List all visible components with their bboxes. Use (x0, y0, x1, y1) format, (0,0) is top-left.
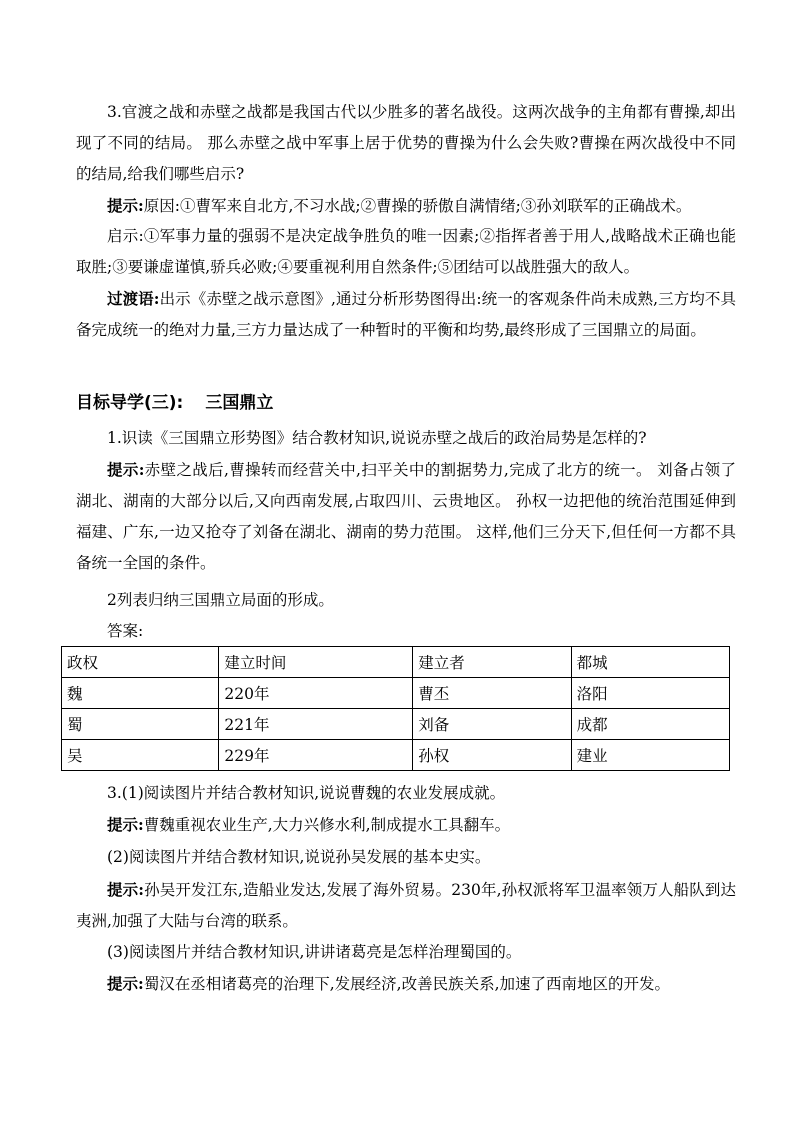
section-heading-label: 目标导学(三): (76, 393, 184, 413)
table-row (62, 740, 730, 771)
table-cell: 刘备 (413, 709, 571, 740)
table-cell: 吴 (62, 740, 219, 771)
question-paragraph: (2)阅读图片并结合教材知识,说说孙吴发展的基本史实。 (107, 848, 491, 866)
hint-text: 蜀汉在丞相诸葛亮的治理下,发展经济,改善民族关系,加速了西南地区的开发。 (143, 975, 671, 993)
table-cell: 洛阳 (571, 678, 729, 709)
table-cell: 220年 (219, 678, 413, 709)
question-paragraph: 2列表归纳三国鼎立局面的形成。 (107, 591, 334, 609)
hint-label: 提示: (107, 815, 144, 834)
hint-label: 提示: (107, 460, 145, 479)
table-cell: 建业 (571, 740, 729, 771)
insight-paragraph: 启示:①军事力量的强弱不是决定战争胜负的唯一因素;②指挥者善于用人,战略战术正确也能取胜;③要谦虚谨慎,骄兵必败;④要重视利用自然条件;⑤团结可以战胜强大的敌人。 (76, 227, 736, 276)
hint-text: 赤壁之战后,曹操转而经营关中,扫平关中的割据势力,完成了北方的统一。 刘备占领了湖北、湖南的大部分以后,又向西南发展,占取四川、云贵地区。 孙权一边把他的统治范围延伸到福建、广东,一边又抢夺了刘备在湖北、湖南的势力范围。 这样,他们三分天下,但任何一方都不具备统一全国的条件。 (76, 461, 736, 572)
hint-label: 提示: (107, 974, 144, 993)
transition-text: 出示《赤壁之战示意图》,通过分析形势图得出:统一的客观条件尚未成熟,三方均不具备完成统一的绝对力量,三方力量达成了一种暂时的平衡和均势,最终形成了三国鼎立的局面。 (76, 290, 736, 339)
table-cell: 蜀 (62, 709, 219, 740)
table-header-row (62, 647, 730, 678)
table-cell: 成都 (571, 709, 729, 740)
hint-paragraph (76, 968, 736, 1000)
hint-text: 原因:①曹军来自北方,不习水战;②曹操的骄傲自满情绪;③孙刘联军的正确战术。 (143, 197, 692, 215)
question-paragraph: (3)阅读图片并结合教材知识,讲讲诸葛亮是怎样治理蜀国的。 (107, 943, 522, 961)
hint-label: 提示: (107, 196, 144, 215)
question-paragraph: 3.(1)阅读图片并结合教材知识,说说曹魏的农业发展成就。 (107, 784, 506, 802)
table-header-cell: 政权 (62, 647, 219, 678)
table-cell: 魏 (62, 678, 219, 709)
table-cell: 229年 (219, 740, 413, 771)
hint-paragraph (76, 874, 736, 937)
section-heading (76, 388, 273, 418)
transition-label: 过渡语: (107, 289, 160, 308)
transition-paragraph (76, 283, 736, 346)
table-header-cell: 都城 (571, 647, 729, 678)
table-cell: 孙权 (413, 740, 571, 771)
table-header-cell: 建立者 (413, 647, 571, 678)
table-cell: 221年 (219, 709, 413, 740)
question-paragraph: 1.识读《三国鼎立形势图》结合教材知识,说说赤壁之战后的政治局势是怎样的? (107, 429, 647, 447)
regime-table (61, 646, 730, 771)
hint-paragraph (76, 809, 736, 841)
answer-label: 答案: (107, 622, 144, 640)
question-paragraph: 3.官渡之战和赤壁之战都是我国古代以少胜多的著名战役。这两次战争的主角都有曹操,却出现了不同的结局。 那么赤壁之战中军事上居于优势的曹操为什么会失败?曹操在两次战役中不同的结局,给我们哪些启示? (76, 103, 736, 183)
table-cell: 曹丕 (413, 678, 571, 709)
table-header-cell: 建立时间 (219, 647, 413, 678)
hint-paragraph (76, 454, 736, 579)
table-row (62, 678, 730, 709)
hint-label: 提示: (107, 880, 144, 899)
section-heading-topic: 三国鼎立 (205, 393, 274, 413)
table-row (62, 709, 730, 740)
hint-paragraph (76, 190, 736, 222)
hint-text: 曹魏重视农业生产,大力兴修水利,制成提水工具翻车。 (143, 816, 511, 834)
hint-text: 孙吴开发江东,造船业发达,发展了海外贸易。230年,孙权派将军卫温率领万人船队到达夷洲,加强了大陆与台湾的联系。 (76, 881, 736, 930)
